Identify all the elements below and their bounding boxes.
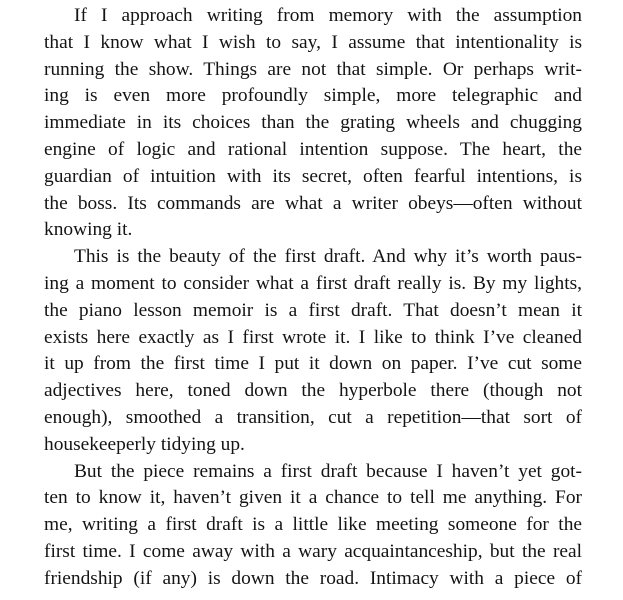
text-line: the piano lesson memoir is a first draft. That doesn’t mean it: [44, 299, 582, 321]
paragraph: [44, 244, 582, 458]
text-line: me, writing a first draft is a little like meeting someone for the: [44, 514, 582, 536]
text-line: that I know what I wish to say, I assume that intentionality is: [44, 31, 582, 53]
text-line: enough), smoothed a transition, cut a repetition—that sort of: [44, 406, 582, 428]
book-page: [44, 3, 582, 593]
text-line: it up from the first time I put it down on paper. I’ve cut some: [44, 353, 582, 375]
text-line: immediate in its choices than the grating wheels and chugging: [44, 112, 582, 134]
text-line: housekeeperly tidying up.: [44, 433, 245, 455]
text-line: But the piece remains a first draft because I haven’t yet got-: [74, 460, 582, 482]
text-line: ten to know it, haven’t given it a chance to tell me anything. For: [44, 487, 582, 509]
text-line: engine of logic and rational intention suppose. The heart, the: [44, 138, 582, 160]
text-line: ing a moment to consider what a first draft really is. By my lights,: [44, 272, 582, 294]
paragraph: [44, 459, 582, 593]
text-line: first time. I come away with a wary acquaintanceship, but the real: [44, 540, 582, 562]
text-line: friendship (if any) is down the road. Intimacy with a piece of: [44, 567, 582, 589]
text-line: knowing it.: [44, 219, 133, 241]
text-line: This is the beauty of the first draft. And why it’s worth paus-: [74, 246, 582, 268]
text-line: If I approach writing from memory with the assumption: [74, 5, 582, 26]
text-line: exists here exactly as I first wrote it. I like to think I’ve cleaned: [44, 326, 582, 348]
text-line: guardian of intuition with its secret, often fearful intentions, is: [44, 165, 582, 187]
text-line: the boss. Its commands are what a writer obeys—often without: [44, 192, 582, 214]
text-line: ing is even more profoundly simple, more telegraphic and: [44, 85, 582, 107]
text-line: adjectives here, toned down the hyperbole there (though not: [44, 380, 582, 402]
paragraph: [44, 3, 582, 244]
text-line: running the show. Things are not that simple. Or perhaps writ-: [44, 58, 582, 80]
